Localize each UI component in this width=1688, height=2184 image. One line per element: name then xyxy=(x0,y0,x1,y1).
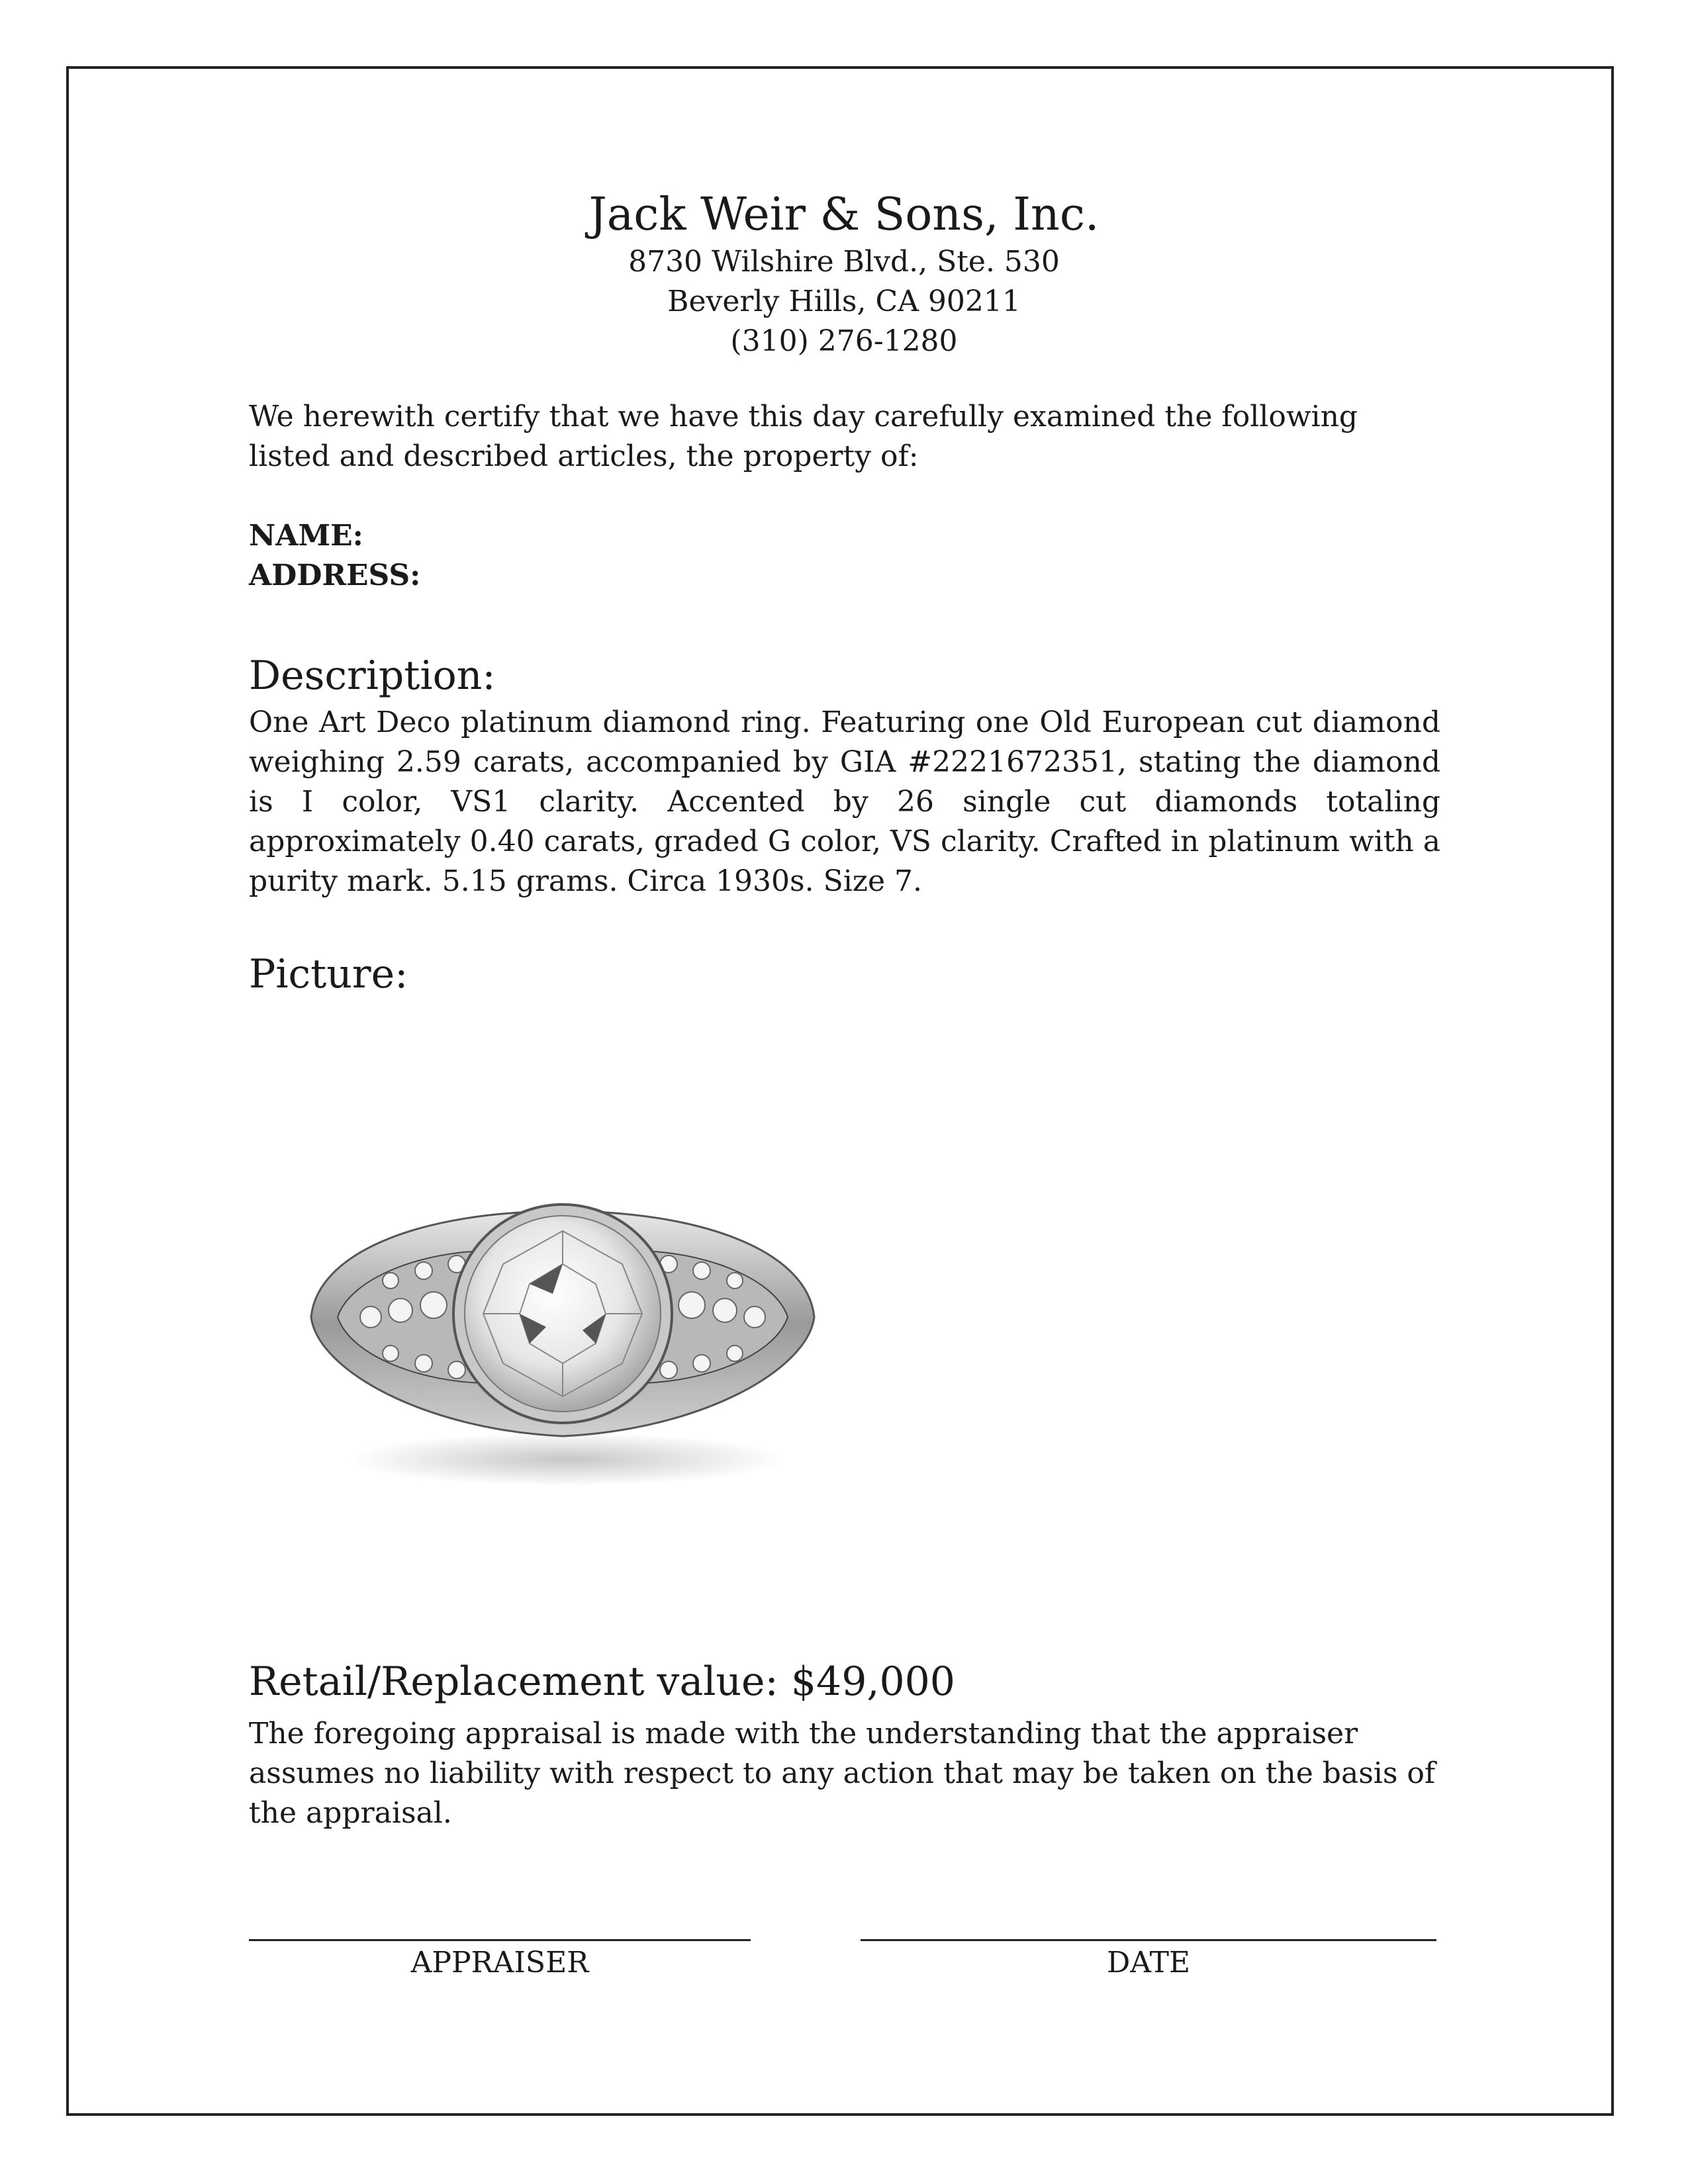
retail-value xyxy=(249,1658,1440,1706)
ring-shadow xyxy=(348,1433,784,1486)
ring-photo xyxy=(291,1152,834,1496)
retail-value-amount: $49,000 xyxy=(790,1659,955,1705)
liability-disclaimer: The foregoing appraisal is made with the understanding that the appraiser assumes no liability with respect to any action that may be taken on the basis of the appraisal. xyxy=(249,1717,1436,1830)
name-label: NAME: xyxy=(249,519,363,553)
appraiser-signature-line xyxy=(249,1939,751,1941)
ring-illustration xyxy=(291,1152,834,1496)
description-heading: Description: xyxy=(249,653,496,699)
description-body: One Art Deco platinum diamond ring. Featuring one Old European cut diamond weighing 2.59 carats, accompanied by GIA #2221672351, stating the diamond is I color, VS1 clarity. Accented by 26 single cut diamonds totaling approximately 0.40 carats, graded G color, VS clarity. Crafted in platinum with a purity mark. 5.15 grams. Circa 1930s. Size 7. xyxy=(249,705,1440,898)
certification-statement: We herewith certify that we have this day carefully examined the following listed and described articles, the property of: xyxy=(249,400,1358,473)
date-signature-line xyxy=(861,1939,1436,1941)
company-name: Jack Weir & Sons, Inc. xyxy=(588,189,1100,241)
appraiser-label: APPRAISER xyxy=(410,1946,589,1979)
letterhead xyxy=(0,188,1688,361)
address-label: ADDRESS: xyxy=(249,559,421,592)
date-label: DATE xyxy=(1106,1946,1191,1979)
company-city: Beverly Hills, CA 90211 xyxy=(667,284,1021,318)
picture-heading: Picture: xyxy=(249,951,408,997)
company-phone: (310) 276-1280 xyxy=(730,324,958,358)
retail-value-label: Retail/Replacement value: xyxy=(249,1659,778,1705)
company-street: 8730 Wilshire Blvd., Ste. 530 xyxy=(628,244,1060,279)
